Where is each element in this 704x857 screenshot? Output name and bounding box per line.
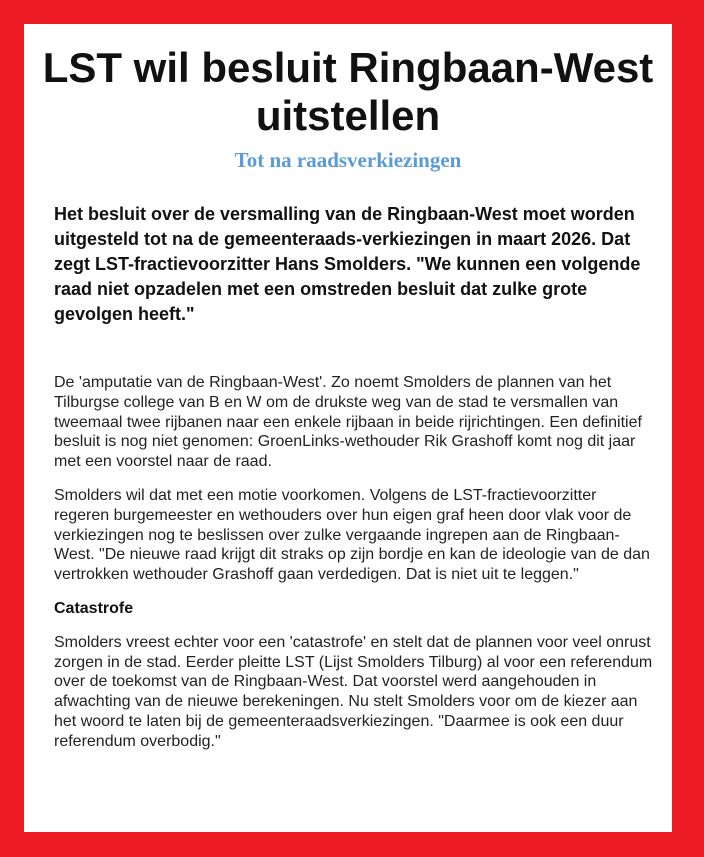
article-lead: Het besluit over de versmalling van de Ringbaan-West moet worden uitgesteld tot na de gemeenteraads-verkiezingen in maart 2026. Dat zegt LST-fractievoorzitter Hans Smolders. "We kunnen een volgende raad niet opzadelen met een omstreden besluit dat zulke grote gevolgen heeft." [54,204,641,324]
article-page [24,24,672,832]
article-paragraph: Smolders vreest echter voor een 'catastrofe' en stelt dat de plannen voor veel onrust zorgen in de stad. Eerder pleitte LST (Lijst Smolders Tilburg) al voor een referendum over de toekomst van de Ringbaan-West. Dat voorstel werd aangehouden in afwachting van de nieuwe berekeningen. Nu stelt Smolders voor om de kiezer aan het woord te laten bij de gemeenteraadsverkiezingen. "Daarmee is ook een duur referendum overbodig." [54,633,653,750]
article-paragraph: De 'amputatie van de Ringbaan-West'. Zo noemt Smolders de plannen van het Tilburgse college van B en W om de drukste weg van de stad te versmallen van tweemaal twee rijbanen naar een enkele rijbaan in beide rijrichtingen. Een definitief besluit is nog niet genomen: GroenLinks-wethouder Rik Grashoff komt nog dit jaar met een voorstel naar de raad. [54,374,642,471]
article-subtitle: Tot na raadsverkiezingen [234,148,462,172]
article-body [54,373,654,766]
article-paragraph: Smolders wil dat met een motie voorkomen. Volgens de LST-fractievoorzitter regeren burgemeester en wethouders over hun eigen graf heen door vlak voor de verkiezingen nog te beslissen over zulke vergaande ingrepen aan de Ringbaan-West. "De nieuwe raad krijgt dit straks op zijn bordje en kan de ideologie van de dan vertrokken wethouder Grashoff gaan verdedigen. Dat is niet uit te leggen." [54,486,650,584]
section-heading: Catastrofe [54,599,134,617]
article-title: LST wil besluit Ringbaan-West uitstellen [42,44,654,139]
